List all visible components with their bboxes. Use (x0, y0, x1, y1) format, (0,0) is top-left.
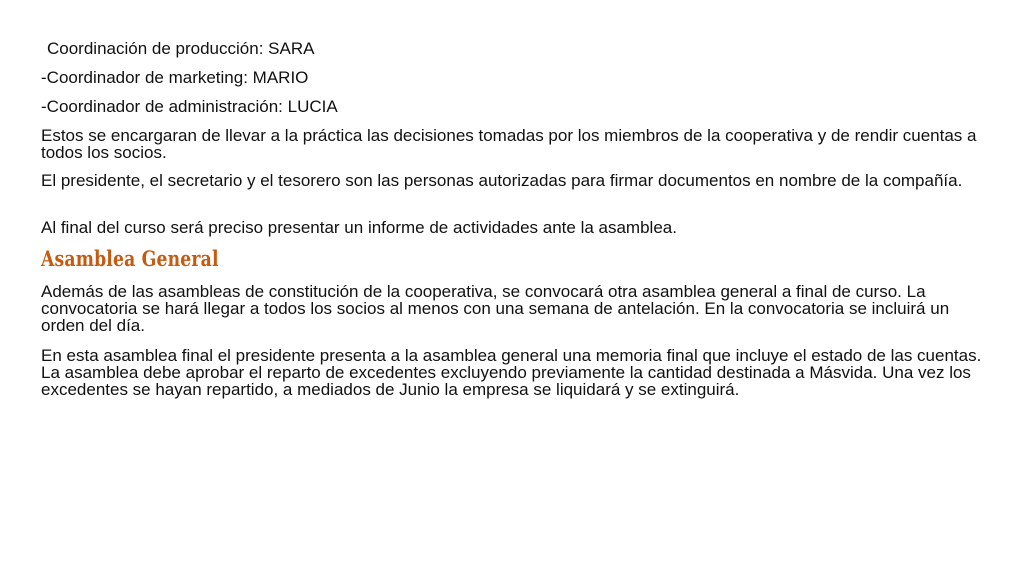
coordinators-duties-paragraph: Estos se encargaran de llevar a la práctica las decisiones tomadas por los miembros de la cooperativa y de rendir cuentas a todos los socios. (41, 126, 977, 162)
administration-coordinator-line: -Coordinador de administración: LUCIA (41, 97, 338, 116)
production-coordinator-line: Coordinación de producción: SARA (47, 39, 315, 58)
authorized-signers-paragraph: El presidente, el secretario y el tesorero son las personas autorizadas para firmar documentos en nombre de la compañía. (41, 171, 963, 190)
general-assembly-heading: Asamblea General (41, 246, 219, 271)
final-assembly-paragraph: En esta asamblea final el presidente presenta a la asamblea general una memoria final que incluye el estado de las cuentas. La asamblea debe aprobar el reparto de excedentes excluyendo previamente la cantidad destinada a Másvida. Una vez los excedentes se hayan repartido, a mediados de Junio la empresa se liquidará y se extinguirá. (41, 346, 982, 399)
assembly-convocation-paragraph: Además de las asambleas de constitución de la cooperativa, se convocará otra asamblea general a final de curso. La convocatoria se hará llegar a todos los socios al menos con una semana de antelación. En la convocatoria se incluirá un orden del día. (41, 282, 950, 335)
activity-report-line: Al final del curso será preciso presentar un informe de actividades ante la asamblea. (41, 218, 677, 237)
marketing-coordinator-line: -Coordinador de marketing: MARIO (41, 68, 309, 87)
